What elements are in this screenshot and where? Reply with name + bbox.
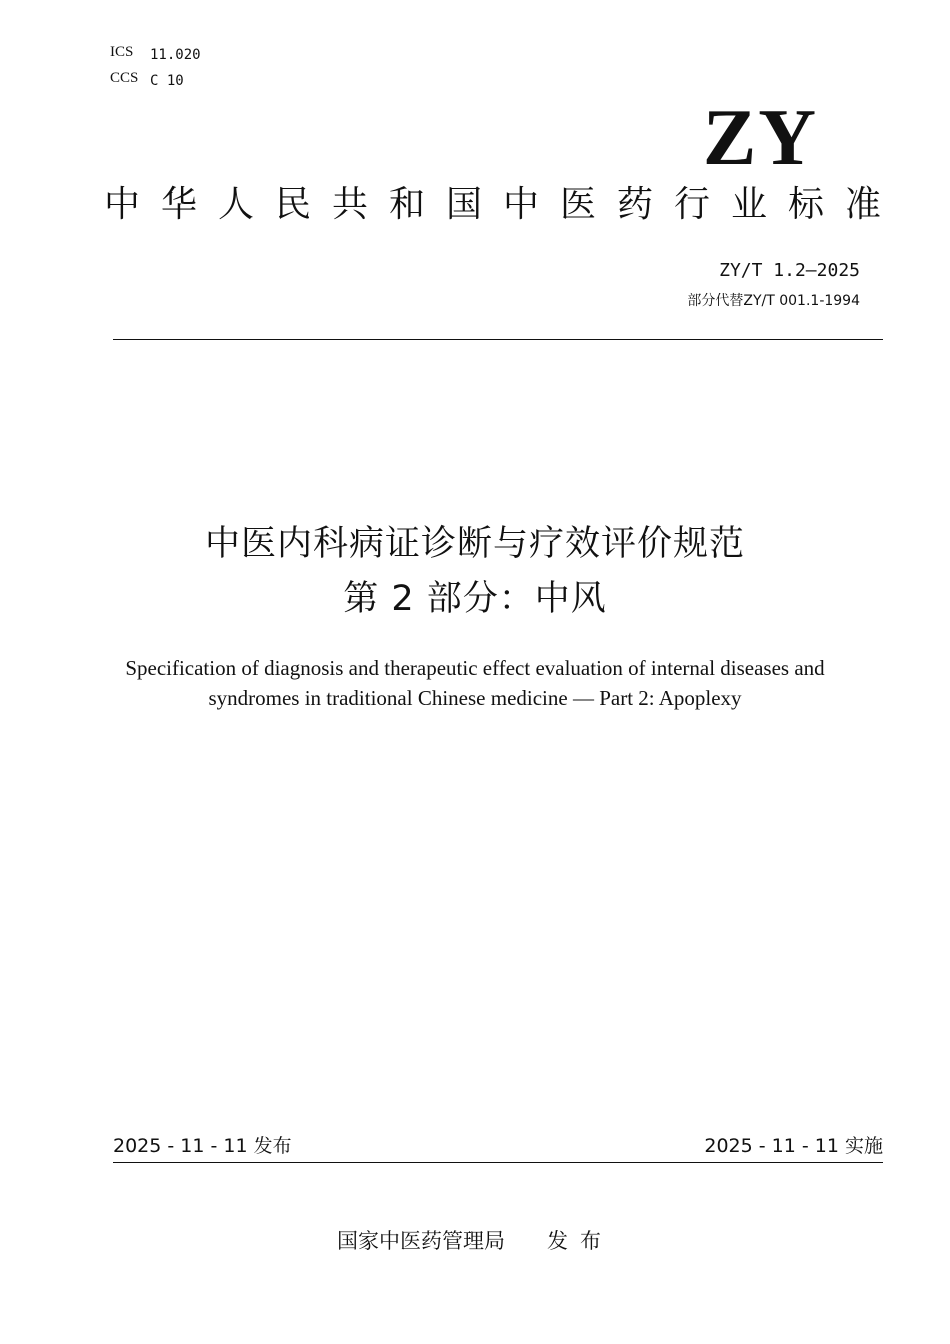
implement-date: 2025 - 11 - 11 实施 [704,1135,883,1157]
ccs-label: CCS [110,70,139,86]
publisher-action: 发布 [547,1229,613,1253]
ccs-code: C 10 [150,73,184,89]
english-title-line2: syndromes in traditional Chinese medicine — Part 2: Apoplexy [208,686,742,710]
zy-logo: ZY [702,94,818,182]
standard-number: ZY/T 1.2—2025 [719,260,860,281]
standard-category-heading: 中华人民共和国中医药行业标准 [104,184,903,225]
ics-code: 11.020 [150,47,201,63]
publisher-name: 国家中医药管理局 [337,1229,505,1253]
ics-label: ICS [110,44,134,60]
document-title-line1: 中医内科病证诊断与疗效评价规范 [204,524,745,564]
replaces-note: 部分代替ZY/T 001.1-1994 [687,293,860,309]
document-title-line2: 第 2 部分：中风 [343,579,607,619]
english-title-line1: Specification of diagnosis and therapeutic effect evaluation of internal diseases and [125,656,825,680]
issue-date: 2025 - 11 - 11 发布 [113,1135,292,1157]
publisher-line [0,1227,950,1255]
header-divider [113,339,883,340]
footer-divider [113,1162,883,1163]
